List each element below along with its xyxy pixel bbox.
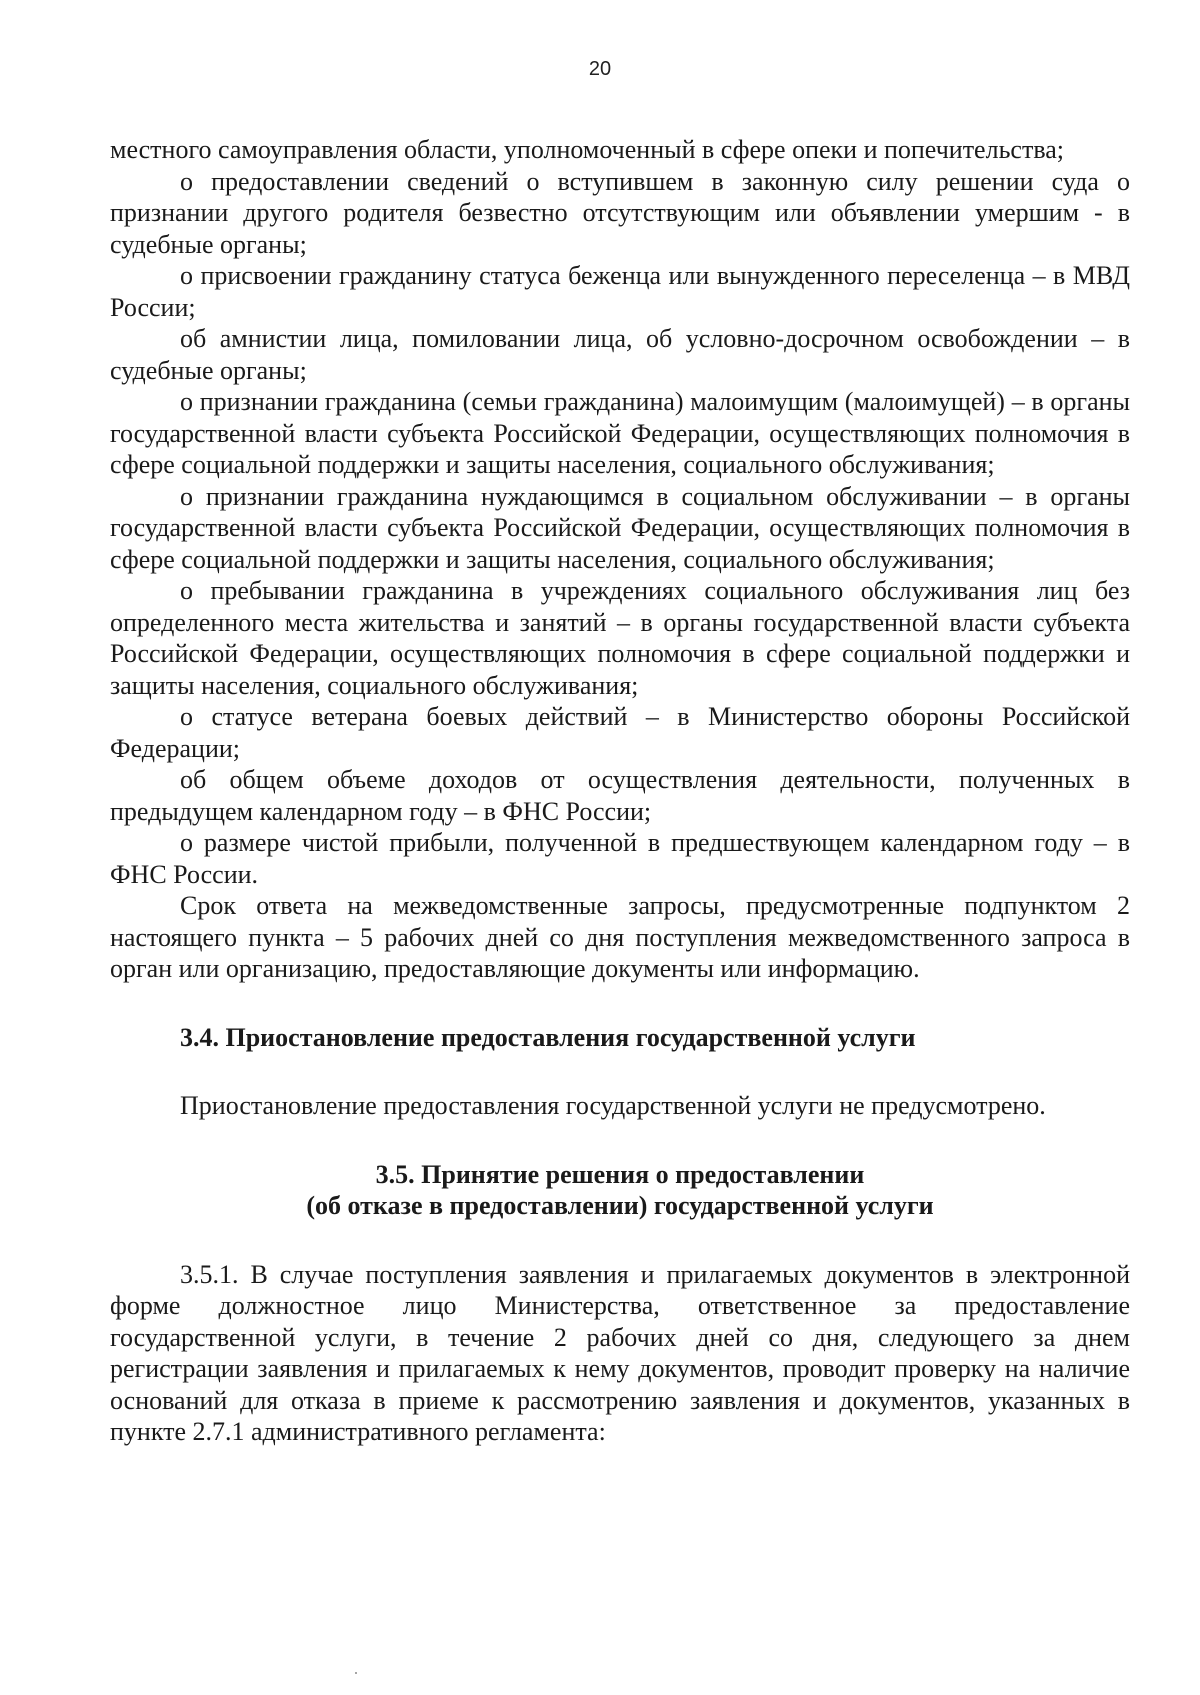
- scan-speck: [355, 1672, 357, 1674]
- paragraph: 3.5.1. В случае поступления заявления и прилагаемых документов в электронной форме должностное лицо Министерства, ответственное за предоставление государственной услуги, в течение 2 рабочих дней со дня, следующего за днем регистрации заявления и прилагаемых к нему документов, проводит проверку на наличие оснований для отказа в приеме к рассмотрению заявления и документов, указанных в пункте 2.7.1 административного регламента:: [110, 1259, 1130, 1446]
- section-heading-3-5-line2: (об отказе в предоставлении) государственной услуги: [306, 1191, 934, 1220]
- paragraph: о пребывании гражданина в учреждениях социального обслуживания лиц без определенного места жительства и занятий – в органы государственной власти субъекта Российской Федерации, осуществляющих полномочия в сфере социальной поддержки и защиты населения, социального обслуживания;: [110, 576, 1130, 700]
- paragraph: о признании гражданина нуждающимся в социальном обслуживании – в органы государственной власти субъекта Российской Федерации, осуществляющих полномочия в сфере социальной поддержки и защиты населения, социального обслуживания;: [110, 481, 1130, 574]
- section-heading-3-5-line1: 3.5. Принятие решения о предоставлении: [375, 1159, 865, 1189]
- paragraph: о статусе ветерана боевых действий – в Министерство обороны Российской Федерации;: [110, 702, 1130, 763]
- page-number: 20: [588, 58, 612, 80]
- paragraph: Приостановление предоставления государственной услуги не предусмотрено.: [180, 1091, 1046, 1120]
- paragraph: о признании гражданина (семьи гражданина) малоимущим (малоимущей) – в органы государственной власти субъекта Российской Федерации, осуществляющих полномочия в сфере социальной поддержки и защиты населения, социального обслуживания;: [110, 387, 1130, 479]
- section-heading-3-5: [110, 1159, 1130, 1222]
- paragraph: об общем объеме доходов от осуществления деятельности, полученных в предыдущем календарном году – в ФНС России;: [110, 765, 1130, 826]
- paragraph: Срок ответа на межведомственные запросы, предусмотренные подпунктом 2 настоящего пункта – 5 рабочих дней со дня поступления межведомственного запроса в орган или организацию, предоставляющие документы или информацию.: [110, 891, 1130, 983]
- paragraph: местного самоуправления области, уполномоченный в сфере опеки и попечительства;: [110, 135, 1065, 164]
- paragraph: о предоставлении сведений о вступившем в законную силу решении суда о признании другого родителя безвестно отсутствующим или объявлении умершим - в судебные органы;: [110, 166, 1130, 259]
- paragraph: о присвоении гражданину статуса беженца или вынужденного переселенца – в МВД России;: [110, 261, 1130, 322]
- section-heading-3-4: 3.4. Приостановление предоставления государственной услуги: [180, 1022, 916, 1052]
- paragraph: об амнистии лица, помиловании лица, об условно-досрочном освобождении – в судебные органы;: [110, 324, 1130, 385]
- document-body: [110, 134, 1130, 1448]
- paragraph: о размере чистой прибыли, полученной в предшествующем календарном году – в ФНС России.: [110, 828, 1130, 889]
